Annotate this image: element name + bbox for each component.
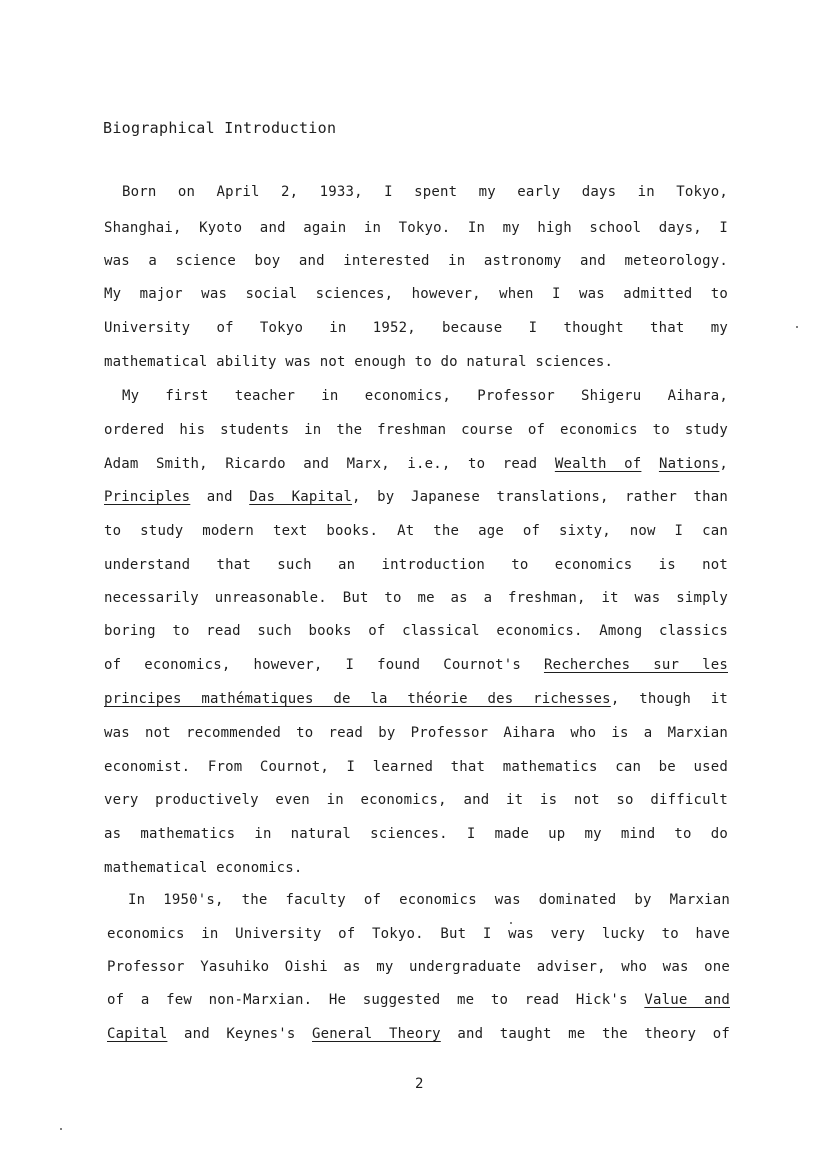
- book-title: principes mathématiques de la théorie des richesses: [104, 691, 611, 707]
- page-number: 2: [415, 1076, 424, 1092]
- line-text: of economics, however, I found Cournot's: [104, 657, 544, 673]
- line-text: Adam Smith, Ricardo and Marx, i.e., to read: [104, 456, 555, 472]
- paragraph-line: Born on April 2, 1933, I spent my early days in Tokyo,: [122, 184, 728, 200]
- paragraph-line: [104, 488, 728, 506]
- paragraph-line: University of Tokyo in 1952, because I thought that my: [104, 320, 728, 336]
- scan-speck: [796, 326, 798, 328]
- book-title: Principles: [104, 489, 191, 505]
- document-title: Biographical Introduction: [103, 119, 337, 137]
- book-title: Das Kapital: [249, 489, 353, 505]
- book-title: Recherches sur les: [543, 657, 728, 673]
- paragraph-line: [104, 455, 728, 473]
- line-text: and taught me the theory of: [440, 1026, 731, 1042]
- book-title: General Theory: [312, 1026, 441, 1042]
- line-text: and Keynes's: [167, 1026, 313, 1042]
- paragraph-line: [104, 690, 728, 708]
- paragraph-line: My first teacher in economics, Professor Shigeru Aihara,: [122, 388, 728, 404]
- paragraph-line: to study modern text books. At the age of sixty, now I can: [104, 523, 728, 539]
- line-text: [641, 456, 659, 472]
- paragraph-line: [104, 656, 728, 674]
- line-text: and: [190, 489, 250, 505]
- line-text: ,: [719, 456, 728, 472]
- book-title: Value and: [644, 992, 730, 1008]
- paragraph-line: [107, 1025, 730, 1043]
- paragraph-line: economics in University of Tokyo. But I was very lucky to have: [107, 926, 730, 942]
- paragraph-line: was not recommended to read by Professor Aihara who is a Marxian: [104, 725, 728, 741]
- paragraph-line: understand that such an introduction to economics is not: [104, 557, 728, 573]
- paragraph-line: My major was social sciences, however, when I was admitted to: [104, 286, 728, 302]
- paragraph-line: In 1950's, the faculty of economics was dominated by Marxian: [128, 892, 730, 908]
- line-text: of a few non-Marxian. He suggested me to read Hick's: [107, 992, 645, 1008]
- paragraph-line: economist. From Cournot, I learned that mathematics can be used: [104, 759, 728, 775]
- book-title: Nations: [658, 456, 720, 472]
- paragraph-line: was a science boy and interested in astronomy and meteorology.: [104, 253, 728, 269]
- paragraph-line: as mathematics in natural sciences. I made up my mind to do: [104, 826, 728, 842]
- scan-speck: [60, 1128, 62, 1130]
- book-title: Wealth of: [554, 456, 642, 472]
- book-title: Capital: [107, 1026, 168, 1042]
- paragraph-line: very productively even in economics, and it is not so difficult: [104, 792, 728, 808]
- line-text: , by Japanese translations, rather than: [352, 489, 728, 505]
- paragraph-line: mathematical ability was not enough to do natural sciences.: [104, 354, 614, 370]
- scan-speck: [510, 922, 512, 924]
- paragraph-line: boring to read such books of classical economics. Among classics: [104, 623, 728, 639]
- paragraph-line: [107, 991, 730, 1009]
- paragraph-line: necessarily unreasonable. But to me as a freshman, it was simply: [104, 590, 728, 606]
- paragraph-line: Shanghai, Kyoto and again in Tokyo. In my high school days, I: [104, 220, 728, 236]
- paragraph-line: mathematical economics.: [104, 860, 303, 876]
- paragraph-line: ordered his students in the freshman course of economics to study: [104, 422, 728, 438]
- paragraph-line: Professor Yasuhiko Oishi as my undergraduate adviser, who was one: [107, 959, 730, 975]
- line-text: , though it: [610, 691, 728, 707]
